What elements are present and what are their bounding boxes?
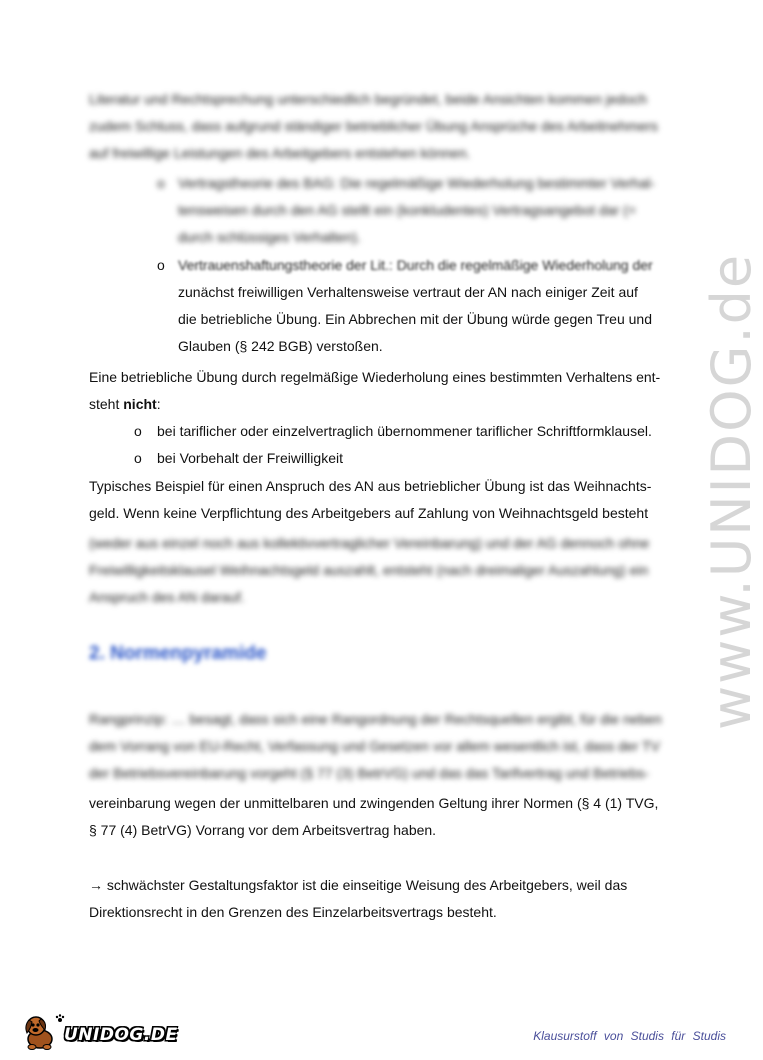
text-segment: steht: [89, 396, 124, 412]
text-line: die betriebliche Übung. Ein Abbrechen mit der Übung würde gegen Treu und: [178, 311, 652, 327]
text-line: Freiwilligkeitsklausel Weihnachtsgeld auszahlt, entsteht (nach dreimaliger Auszahlung) ein: [89, 562, 649, 578]
list-item-schriftform: [157, 418, 667, 445]
text-line: Vertrauenshaftungstheorie der Lit.: Durch die regelmäßige Wiederholung der: [178, 257, 653, 273]
paragraph-intro: [89, 86, 669, 167]
text-line: geld. Wenn keine Verpflichtung des Arbeitgebers auf Zahlung von Weihnachtsgeld besteht: [89, 505, 649, 521]
text-line: Typisches Beispiel für einen Anspruch des AN aus betrieblicher Übung ist das Weihnachts-: [89, 478, 652, 494]
paragraph-weisung: [89, 872, 669, 926]
text-line: auf freiwillige Leistungen des Arbeitgebers entstehen können.: [89, 145, 471, 161]
paragraph-weihnachtsgeld: [89, 473, 669, 527]
text-line: der Betriebsvereinbarung vorgeht (§ 77 (3) BetrVG) und das das Tarifvertrag und Betriebs-: [89, 765, 650, 781]
paragraph-rangprinzip-blurred: [89, 706, 669, 787]
text-line: Vertragstheorie des BAG: Die regelmäßige Wiederholung bestimmter Verhal-: [178, 175, 655, 191]
bullet-marker: o: [157, 257, 165, 273]
text-line: Glauben (§ 242 BGB) verstoßen.: [178, 338, 383, 354]
text-line: zunächst freiwilligen Verhaltensweise vertraut der AN nach einiger Zeit auf: [178, 284, 638, 300]
bullet-marker: o: [134, 423, 142, 439]
list-item-vorbehalt: [157, 445, 667, 472]
arrow-icon: →: [89, 877, 103, 893]
text-line: [89, 391, 669, 418]
text-line: tensweisen durch den AG stellt ein (konkludentes) Vertragsangebot dar (=: [178, 202, 636, 218]
text-line: Direktionsrecht in den Grenzen des Einzelarbeitsvertrags besteht.: [89, 904, 497, 920]
list-item-vertragstheorie: [178, 170, 658, 251]
text-line: Eine betriebliche Übung durch regelmäßige Wiederholung eines bestimmten Verhaltens ent-: [89, 369, 661, 385]
text-line: zudem Schluss, dass aufgrund ständiger betrieblicher Übung Ansprüche des Arbeitnehmers: [89, 118, 658, 134]
text-line: dem Vorrang von EU-Recht, Verfassung und Gesetzen vor allem wesentlich ist, dass der TV: [89, 738, 660, 754]
bullet-marker: o: [157, 175, 165, 191]
unidog-logo[interactable]: [22, 1012, 178, 1052]
text-segment: schwächster Gestaltungsfaktor ist die einseitige Weisung des Arbeitgebers, weil das: [103, 877, 628, 893]
dog-icon: [22, 1012, 66, 1052]
text-line: § 77 (4) BetrVG) Vorrang vor dem Arbeitsvertrag haben.: [89, 822, 437, 838]
text-line: Literatur und Rechtsprechung unterschiedlich begründet, beide Ansichten kommen jedoch: [89, 91, 648, 107]
text-line: bei Vorbehalt der Freiwilligkeit: [157, 450, 343, 466]
bold-text: nicht: [123, 396, 157, 412]
list-item-vertrauenshaftung: [178, 252, 668, 360]
paragraph-rangprinzip: [89, 790, 669, 844]
watermark-text: www.UNIDOG.de: [700, 252, 763, 730]
text-line: [89, 872, 669, 899]
text-line: Anspruch des AN darauf.: [89, 589, 245, 605]
text-line: vereinbarung wegen der unmittelbaren und zwingenden Geltung ihrer Normen (§ 4 (1) TVG,: [89, 795, 659, 811]
text-line: (weder aus einzel noch aus kollektivvertraglicher Vereinbarung) und der AG dennoch ohne: [89, 535, 650, 551]
section-heading: 2. Normenpyramide: [89, 643, 267, 664]
paragraph-nicht: [89, 364, 669, 418]
text-segment: :: [156, 396, 161, 412]
text-line: bei tariflicher oder einzelvertraglich übernommener tariflicher Schriftformklausel.: [157, 423, 652, 439]
footer-tagline: Klausurstoff von Studis für Studis: [533, 1029, 726, 1043]
text-line: durch schlüssiges Verhalten).: [178, 229, 361, 245]
text-line: Rangprinzip: … besagt, dass sich eine Rangordnung der Rechtsquellen ergibt, für die neben: [89, 711, 662, 727]
paragraph-weihnachtsgeld-blurred: [89, 530, 669, 611]
bullet-marker: o: [134, 450, 142, 466]
logo-text: UNIDOG.DE: [64, 1025, 178, 1045]
